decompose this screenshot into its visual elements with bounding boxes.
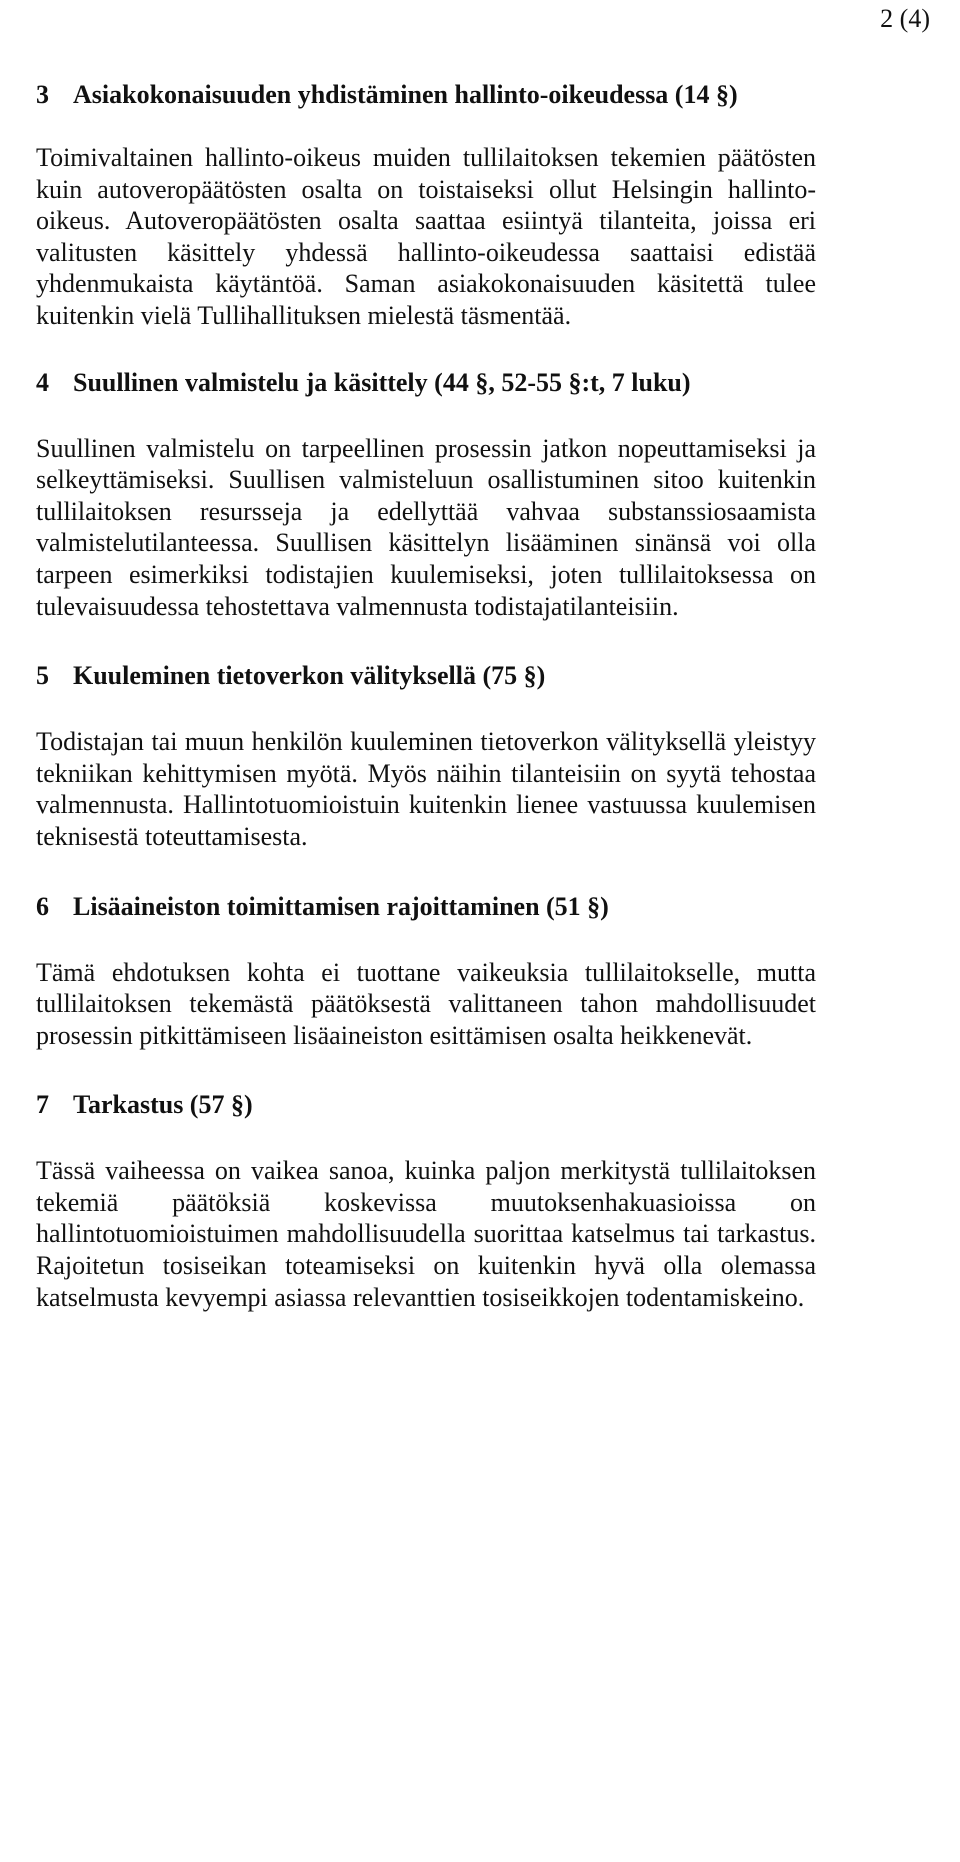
page-number: 2 (4) [880, 4, 930, 33]
section-title: Suullinen valmistelu ja käsittely (44 §, 52-55 §:t, 7 luku) [73, 367, 691, 397]
section-heading [36, 78, 816, 112]
section-title: Tarkastus (57 §) [73, 1090, 253, 1120]
section-heading [36, 890, 816, 924]
section-number: 7 [36, 1090, 49, 1120]
section-number: 6 [36, 891, 49, 921]
section-paragraph: Suullinen valmistelu on tarpeellinen prosessin jatkon nopeuttamiseksi ja selkeyttämiseksi. Suullisen valmisteluun osallistuminen sitoo kuitenkin tullilaitoksen resursseja ja edellyttää vahvaa substanssiosaamista valmistelutilanteessa. Suullisen käsittelyn lisääminen sinänsä voi olla tarpeen esimerkiksi todistajien kuulemiseksi, joten tullilaitoksessa on tulevaisuudessa tehostettava valmennusta todistajatilanteisiin. [36, 433, 816, 621]
section-paragraph: Tämä ehdotuksen kohta ei tuottane vaikeuksia tullilaitokselle, mutta tullilaitoksen tekemästä päätöksestä valittaneen tahon mahdollisuudet prosessin pitkittämiseen lisäaineiston esittämisen osalta heikkenevät. [36, 957, 816, 1050]
section-paragraph: Toimivaltainen hallinto-oikeus muiden tullilaitoksen tekemien päätösten kuin autoveropäätösten osalta on toistaiseksi ollut Helsingin hallinto-oikeus. Autoveropäätösten osalta saattaa esiintyä tilanteita, joissa eri valitusten käsittely yhdessä hallinto-oikeudessa saattaisi edistää yhdenmukaista käytäntöä. Saman asiakokonaisuuden käsitettä tulee kuitenkin vielä Tullihallituksen mielestä täsmentää. [36, 143, 816, 330]
section-title: Lisäaineiston toimittamisen rajoittaminen (51 §) [73, 891, 609, 921]
section-heading [36, 366, 816, 400]
section-paragraph: Tässä vaiheessa on vaikea sanoa, kuinka paljon merkitystä tullilaitoksen tekemiä päätöksiä koskevissa muutoksenhakuasioissa on hallintotuomioistuimen mahdollisuudella suorittaa katselmus tai tarkastus. Rajoitetun tosiseikan toteamiseksi on kuitenkin hyvä olla olemassa katselmusta kevyempi asiassa relevanttien tosiseikkojen todentamiskeino. [36, 1156, 816, 1312]
section-title: Asiakokonaisuuden yhdistäminen hallinto-oikeudessa (14 §) [73, 80, 738, 109]
section-number: 3 [36, 80, 49, 109]
section-paragraph: Todistajan tai muun henkilön kuuleminen tietoverkon välityksellä yleistyy tekniikan kehittymisen myötä. Myös näihin tilanteisiin on syytä tehostaa valmennusta. Hallintotuomioistuin kuitenkin lienee vastuussa kuulemisen teknisestä toteuttamisesta. [36, 727, 816, 851]
document-body [36, 78, 816, 1313]
section-title: Kuuleminen tietoverkon välityksellä (75 §) [73, 661, 546, 691]
section-heading [36, 1088, 816, 1122]
section-number: 5 [36, 661, 49, 691]
section-heading [36, 659, 816, 693]
section-number: 4 [36, 367, 49, 397]
